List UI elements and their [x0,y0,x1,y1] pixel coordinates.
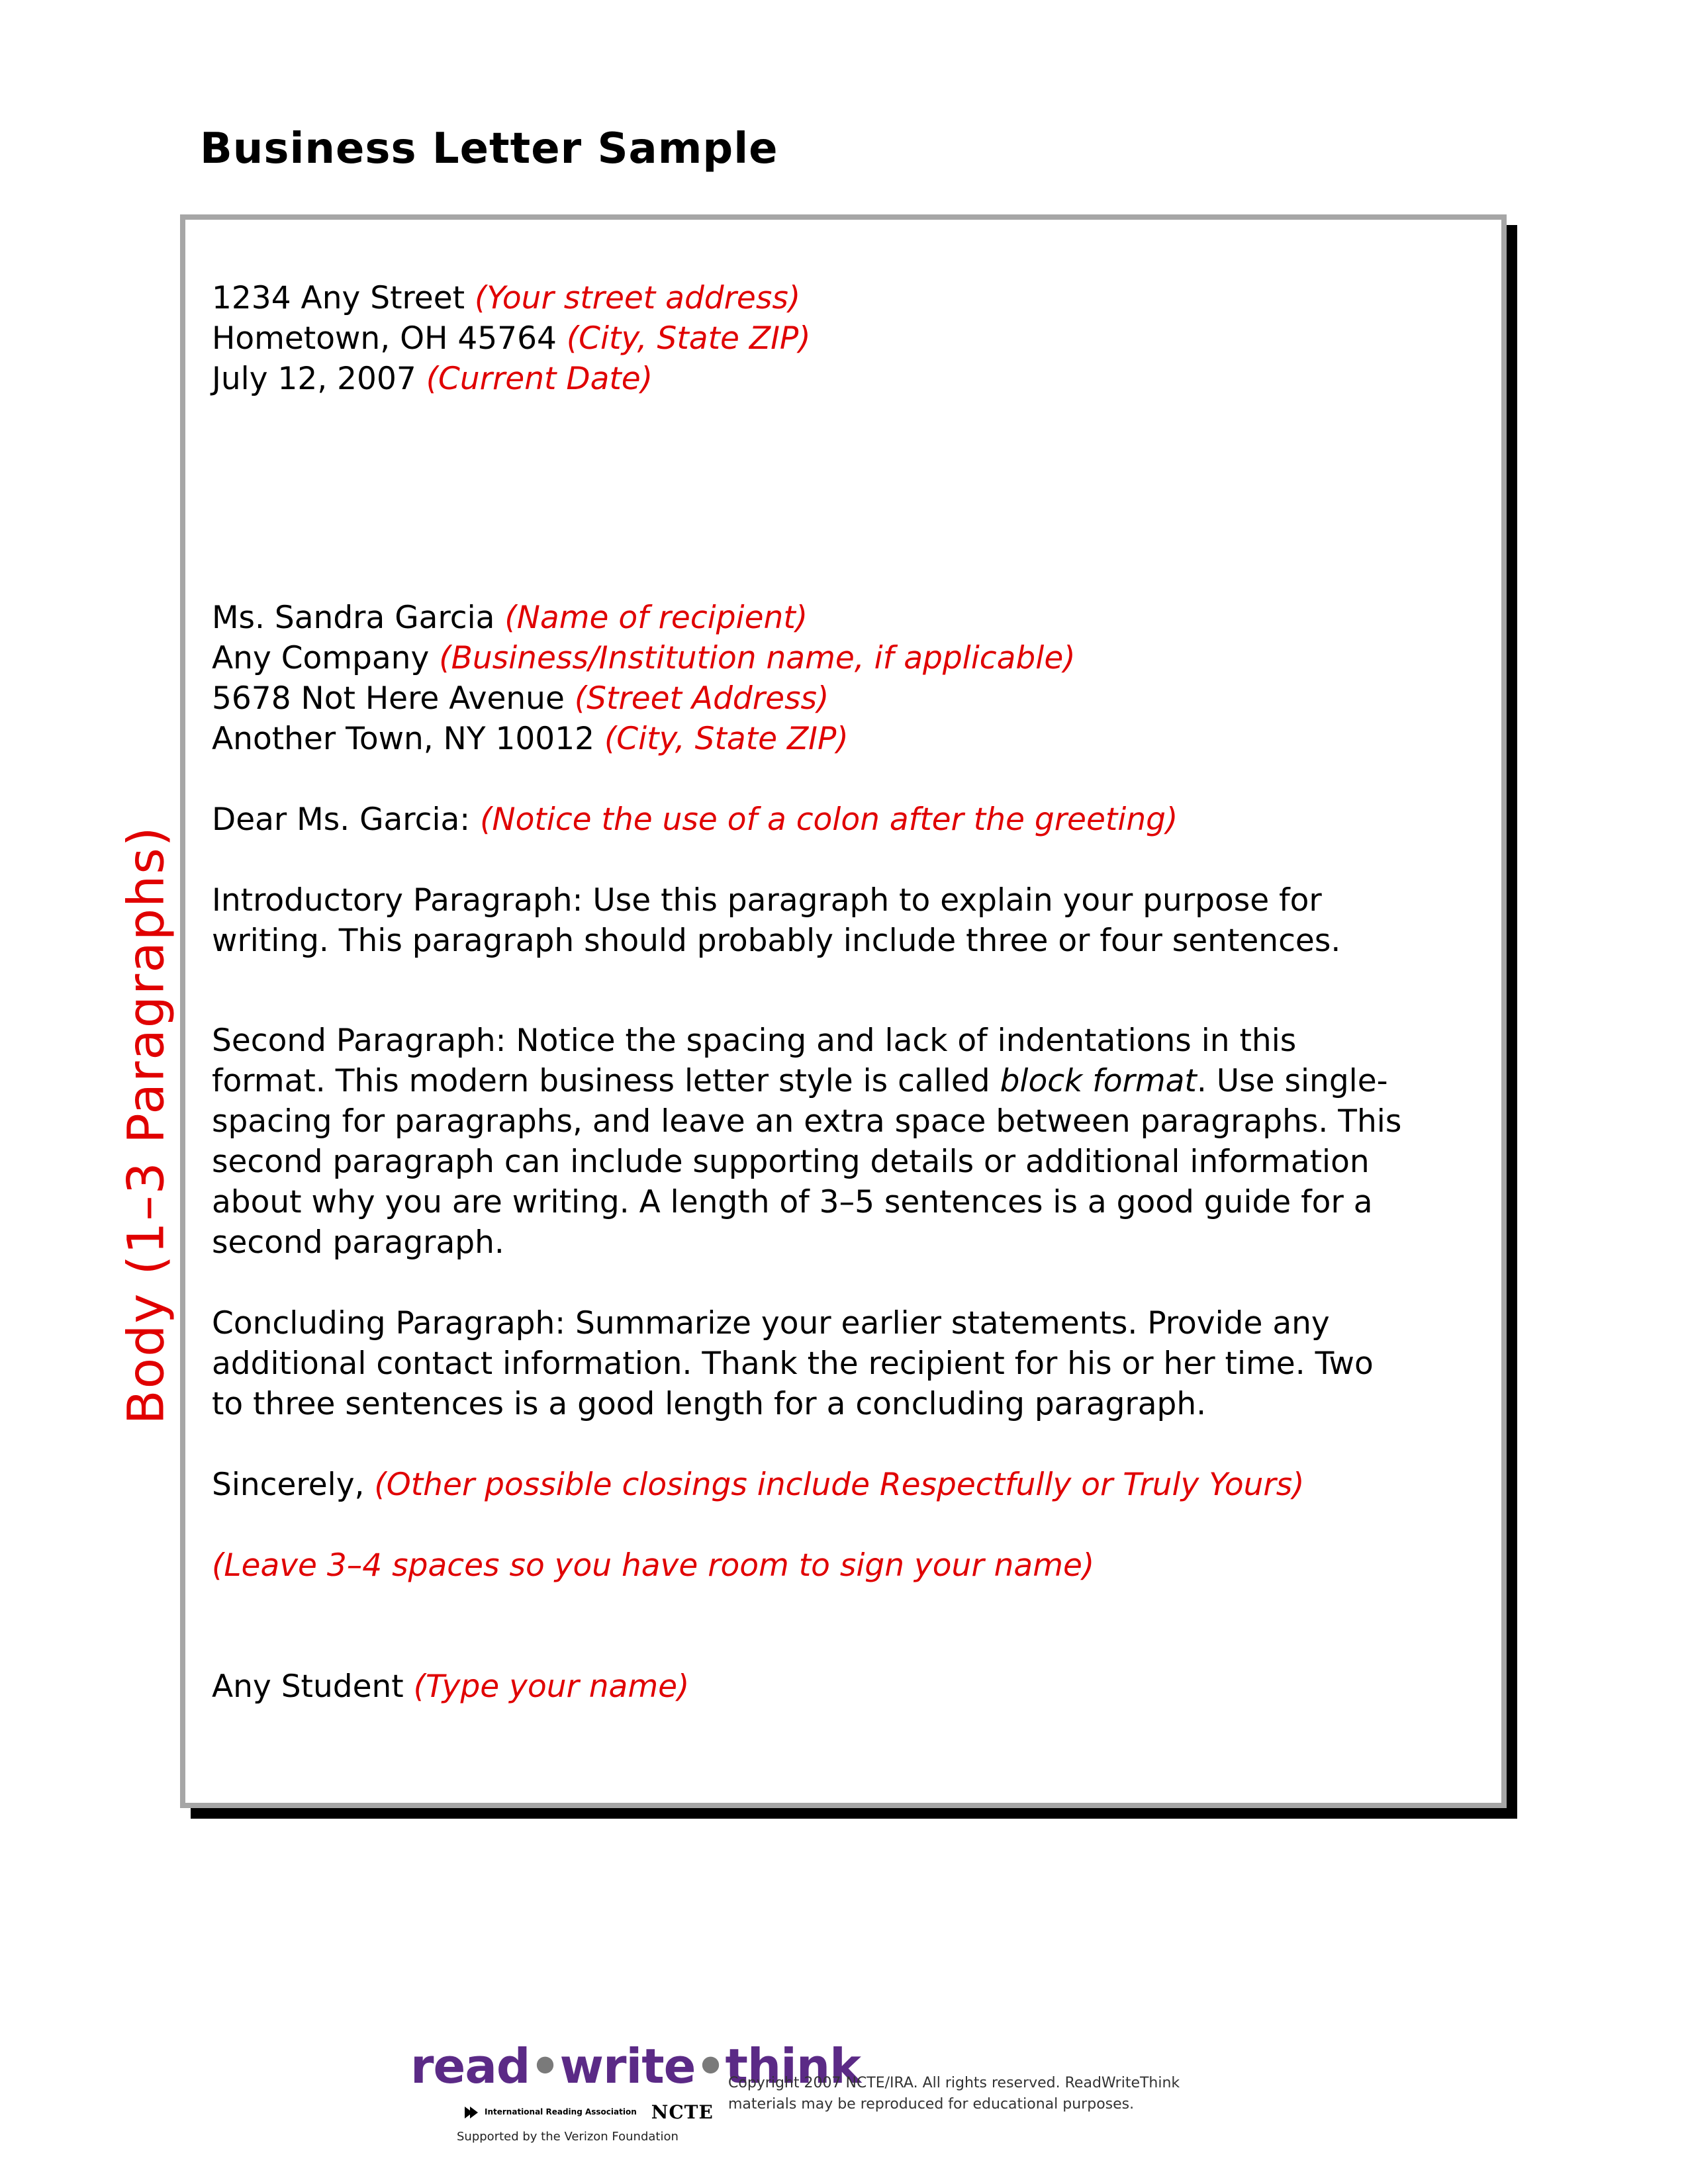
closing-line: Sincerely, (Other possible closings include Respectfully or Truly Yours) [212,1467,1305,1503]
annotation: (Your street address) [475,280,801,316]
annotation: (Type your name) [413,1668,690,1705]
intro-paragraph: Introductory Paragraph: Use this paragraph to explain your purpose for writing. This paragraph should probably include three or four sentences. [212,882,1341,959]
ira-logo: International Reading Association [463,2104,637,2121]
copyright: Copyright 2007 NCTE/IRA. All rights reserved. ReadWriteThink materials may be reproduced for educational purposes. [728,2075,1180,2113]
second-paragraph: Second Paragraph: Notice the spacing and lack of indentations in this format. This modern business letter style is called block format. Use single- spacing for paragraphs, and leave an extra space between paragraphs. This second paragraph can include supporting details or additional information about why you are writing. A length of 3–5 sentences is a good guide for a second paragraph. [212,1023,1402,1261]
annotation: (City, State ZIP) [566,320,811,357]
concluding-paragraph: Concluding Paragraph: Summarize your earlier statements. Provide any additional contact information. Thank the recipient for his or her time. Two to three sentences is a good length for a concluding paragraph. [212,1305,1374,1422]
annotation: (Notice the use of a colon after the greeting) [480,801,1178,838]
signature-line: Any Student (Type your name) [212,1668,690,1705]
readwritethink-logo: read•write•think [410,2038,861,2094]
signature-space-note: (Leave 3–4 spaces so you have room to sign your name) [212,1547,1095,1584]
sender-city-line: Hometown, OH 45764 (City, State ZIP) [212,320,811,357]
ncte-logo: NCTE [651,2101,714,2123]
annotation: (Other possible closings include Respectfully or Truly Yours) [374,1467,1305,1503]
footer [410,2038,1337,2144]
ira-icon [463,2104,481,2121]
annotation: (Current Date) [426,361,653,397]
supported-by: Supported by the Verizon Foundation [457,2130,679,2144]
recipient-name-line: Ms. Sandra Garcia (Name of recipient) [212,600,808,636]
letter-body [212,278,1496,1707]
body-side-label: Body (1–3 Paragraphs) [116,825,175,1425]
annotation: (Name of recipient) [504,600,808,636]
date-line: July 12, 2007 (Current Date) [212,361,653,397]
block-format-term: block format [1000,1063,1197,1099]
greeting-line: Dear Ms. Garcia: (Notice the use of a colon after the greeting) [212,801,1178,838]
recipient-city-line: Another Town, NY 10012 (City, State ZIP) [212,721,849,757]
page-title: Business Letter Sample [200,124,778,173]
recipient-company-line: Any Company (Business/Institution name, if applicable) [212,640,1076,676]
recipient-street-line: 5678 Not Here Avenue (Street Address) [212,680,829,717]
annotation: (Business/Institution name, if applicable) [439,640,1076,676]
annotation: (City, State ZIP) [604,721,849,757]
partner-logos [463,2101,714,2123]
sender-street-line: 1234 Any Street (Your street address) [212,280,801,316]
annotation: (Street Address) [574,680,829,717]
